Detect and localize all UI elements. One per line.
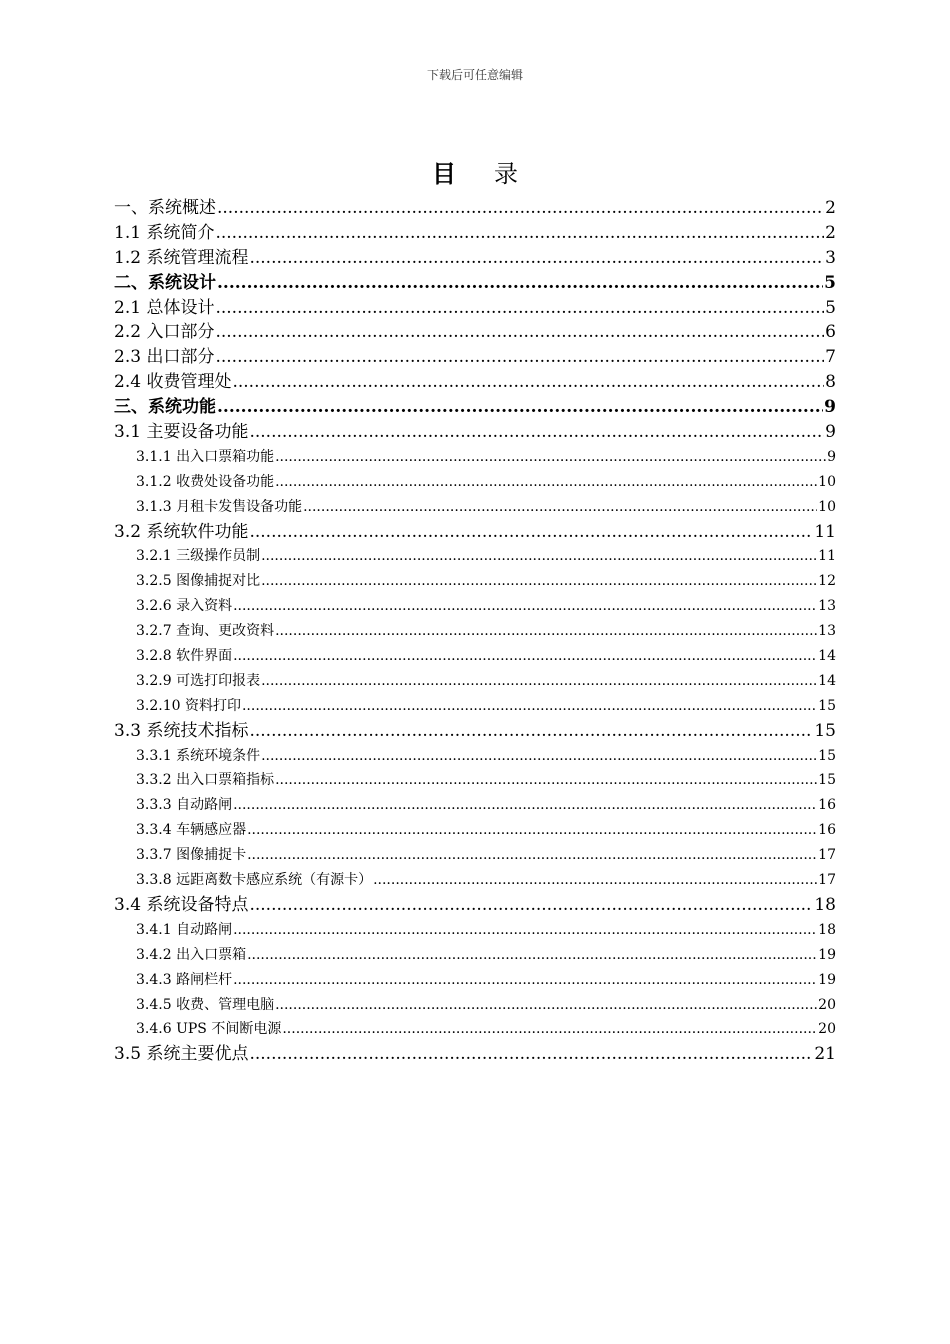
toc-entry[interactable]	[114, 395, 836, 420]
toc-entry[interactable]	[114, 793, 836, 818]
toc-entry[interactable]	[114, 619, 836, 644]
toc-leader-dots	[261, 544, 817, 569]
toc-entry-title: 3.4.6 UPS 不间断电源	[136, 1021, 282, 1038]
toc-leader-dots	[282, 1017, 817, 1042]
toc-leader-dots	[233, 793, 817, 818]
toc-entry-page: 16	[818, 797, 836, 814]
toc-entry-title: 3.4.3 路闸栏杆	[136, 971, 233, 988]
toc-entry-page: 2	[825, 198, 836, 218]
toc-entry[interactable]	[114, 221, 836, 246]
toc-entry-page: 13	[818, 623, 836, 640]
toc-entry-title: 3.2.1 三级操作员制	[136, 548, 261, 565]
toc-leader-dots	[247, 818, 817, 843]
toc-leader-dots	[303, 495, 817, 520]
page-header: 下载后可任意编辑	[426, 68, 523, 82]
toc-entry-title: 3.3 系统技术指标	[114, 720, 249, 741]
toc-entry[interactable]	[114, 594, 836, 619]
toc-leader-dots	[247, 843, 817, 868]
toc-entry[interactable]	[114, 1042, 836, 1067]
toc-entry-title: 3.2 系统软件功能	[114, 521, 249, 542]
toc-entry-page: 2	[825, 222, 836, 243]
toc-entry-page: 17	[818, 847, 836, 864]
toc-entry-page: 15	[818, 697, 836, 714]
toc-leader-dots	[249, 1042, 813, 1067]
toc-entry[interactable]	[114, 719, 836, 744]
toc-entry-page: 5	[825, 297, 836, 318]
toc-entry-page: 19	[818, 946, 836, 963]
toc-entry-title: 一、系统概述	[114, 198, 216, 218]
toc-entry-page: 6	[825, 322, 836, 343]
toc-entry[interactable]	[114, 345, 836, 370]
toc-leader-dots	[275, 993, 817, 1018]
toc-entry[interactable]	[114, 271, 836, 296]
toc-leader-dots	[249, 246, 824, 271]
toc-entry-title: 3.4.5 收费、管理电脑	[136, 996, 275, 1013]
toc-entry[interactable]	[114, 744, 836, 769]
toc-entry-title: 2.1 总体设计	[114, 297, 215, 318]
toc-entry-page: 18	[814, 894, 836, 915]
toc-entry[interactable]	[114, 768, 836, 793]
toc-leader-dots	[261, 569, 817, 594]
toc-entry[interactable]	[114, 495, 836, 520]
toc-entry-page: 10	[818, 498, 836, 515]
toc-entry-title: 3.2.7 查询、更改资料	[136, 623, 275, 640]
toc-entry-title: 1.1 系统简介	[114, 222, 215, 243]
toc-leader-dots	[261, 744, 817, 769]
toc-entry[interactable]	[114, 370, 836, 395]
table-of-contents	[114, 196, 836, 1067]
toc-entry-title: 3.4.1 自动路闸	[136, 921, 233, 938]
toc-entry-page: 20	[818, 1021, 836, 1038]
toc-leader-dots	[242, 694, 817, 719]
toc-leader-dots	[261, 669, 817, 694]
toc-leader-dots	[249, 719, 813, 744]
toc-entry[interactable]	[114, 644, 836, 669]
toc-leader-dots	[249, 893, 813, 918]
toc-leader-dots	[215, 221, 824, 246]
toc-entry-title: 3.2.5 图像捕捉对比	[136, 573, 261, 590]
toc-entry[interactable]	[114, 544, 836, 569]
toc-entry-title: 3.3.7 图像捕捉卡	[136, 847, 247, 864]
toc-entry[interactable]	[114, 196, 836, 221]
toc-entry[interactable]	[114, 445, 836, 470]
toc-entry-title: 3.3.8 远距离数卡感应系统（有源卡）	[136, 872, 373, 889]
toc-entry[interactable]	[114, 470, 836, 495]
toc-entry-page: 15	[818, 772, 836, 789]
toc-entry-title: 3.3.2 出入口票箱指标	[136, 772, 275, 789]
toc-entry-title: 3.2.10 资料打印	[136, 697, 241, 714]
toc-leader-dots	[249, 520, 813, 545]
toc-entry-page: 19	[818, 971, 836, 988]
toc-entry-title: 2.2 入口部分	[114, 322, 215, 343]
toc-entry-title: 3.4.2 出入口票箱	[136, 946, 247, 963]
toc-entry-page: 21	[814, 1044, 836, 1065]
toc-entry[interactable]	[114, 520, 836, 545]
toc-entry-page: 11	[818, 548, 836, 565]
toc-entry-title: 3.1.1 出入口票箱功能	[136, 448, 275, 465]
toc-entry-title: 3.2.6 录入资料	[136, 598, 233, 615]
toc-entry-title: 1.2 系统管理流程	[114, 247, 249, 268]
toc-entry-page: 9	[824, 397, 836, 418]
toc-entry[interactable]	[114, 296, 836, 321]
toc-entry[interactable]	[114, 246, 836, 271]
toc-entry-page: 17	[818, 872, 836, 889]
toc-entry[interactable]	[114, 943, 836, 968]
toc-entry[interactable]	[114, 818, 836, 843]
title-char-1: 目	[432, 159, 456, 188]
toc-entry[interactable]	[114, 420, 836, 445]
toc-entry-title: 2.3 出口部分	[114, 347, 215, 368]
toc-leader-dots	[275, 619, 817, 644]
toc-entry-page: 20	[818, 996, 836, 1013]
toc-entry[interactable]	[114, 669, 836, 694]
toc-entry[interactable]	[114, 320, 836, 345]
toc-entry-title: 三、系统功能	[114, 397, 216, 418]
toc-entry-title: 3.1 主要设备功能	[114, 422, 249, 443]
toc-entry-title: 二、系统设计	[114, 272, 216, 293]
toc-leader-dots	[215, 320, 824, 345]
toc-leader-dots	[233, 644, 817, 669]
toc-entry[interactable]	[114, 694, 836, 719]
toc-entry-page: 5	[824, 272, 836, 293]
toc-entry-page: 11	[814, 521, 836, 542]
page-title	[0, 154, 950, 189]
toc-entry[interactable]	[114, 868, 836, 893]
toc-entry[interactable]	[114, 1017, 836, 1042]
toc-entry-title: 3.2.8 软件界面	[136, 648, 233, 665]
title-char-2: 录	[494, 160, 518, 188]
toc-leader-dots	[217, 196, 824, 221]
toc-entry[interactable]	[114, 993, 836, 1018]
toc-entry-page: 16	[818, 822, 836, 839]
toc-entry-title: 3.3.3 自动路闸	[136, 797, 233, 814]
toc-leader-dots	[275, 470, 817, 495]
toc-leader-dots	[233, 968, 817, 993]
toc-leader-dots	[217, 395, 823, 420]
toc-leader-dots	[275, 445, 826, 470]
toc-entry-page: 9	[827, 448, 836, 465]
toc-entry-page: 7	[825, 347, 836, 368]
toc-entry-title: 3.1.3 月租卡发售设备功能	[136, 498, 303, 515]
toc-entry-title: 3.4 系统设备特点	[114, 894, 249, 915]
toc-leader-dots	[247, 943, 817, 968]
toc-entry[interactable]	[114, 918, 836, 943]
toc-entry-page: 15	[818, 747, 836, 764]
toc-leader-dots	[232, 370, 824, 395]
toc-entry-title: 3.5 系统主要优点	[114, 1044, 249, 1065]
toc-entry-title: 3.3.4 车辆感应器	[136, 822, 247, 839]
toc-entry-page: 9	[825, 422, 836, 443]
toc-entry-page: 14	[818, 672, 836, 689]
toc-leader-dots	[275, 768, 817, 793]
toc-leader-dots	[249, 420, 824, 445]
toc-entry-page: 15	[814, 720, 836, 741]
toc-entry[interactable]	[114, 968, 836, 993]
toc-entry-page: 8	[825, 372, 836, 393]
toc-entry-page: 13	[818, 598, 836, 615]
toc-leader-dots	[233, 918, 817, 943]
toc-entry-page: 14	[818, 648, 836, 665]
toc-leader-dots	[215, 345, 824, 370]
toc-entry-title: 3.1.2 收费处设备功能	[136, 473, 275, 490]
toc-leader-dots	[373, 868, 817, 893]
toc-entry[interactable]	[114, 843, 836, 868]
toc-entry[interactable]	[114, 893, 836, 918]
toc-leader-dots	[233, 594, 817, 619]
toc-entry-page: 10	[818, 473, 836, 490]
toc-entry-title: 3.2.9 可选打印报表	[136, 672, 261, 689]
toc-entry[interactable]	[114, 569, 836, 594]
toc-entry-page: 12	[818, 573, 836, 590]
toc-entry-title: 2.4 收费管理处	[114, 372, 232, 393]
toc-entry-page: 3	[825, 247, 836, 268]
toc-leader-dots	[217, 271, 823, 296]
toc-leader-dots	[215, 296, 824, 321]
toc-entry-title: 3.3.1 系统环境条件	[136, 747, 261, 764]
toc-entry-page: 18	[818, 921, 836, 938]
